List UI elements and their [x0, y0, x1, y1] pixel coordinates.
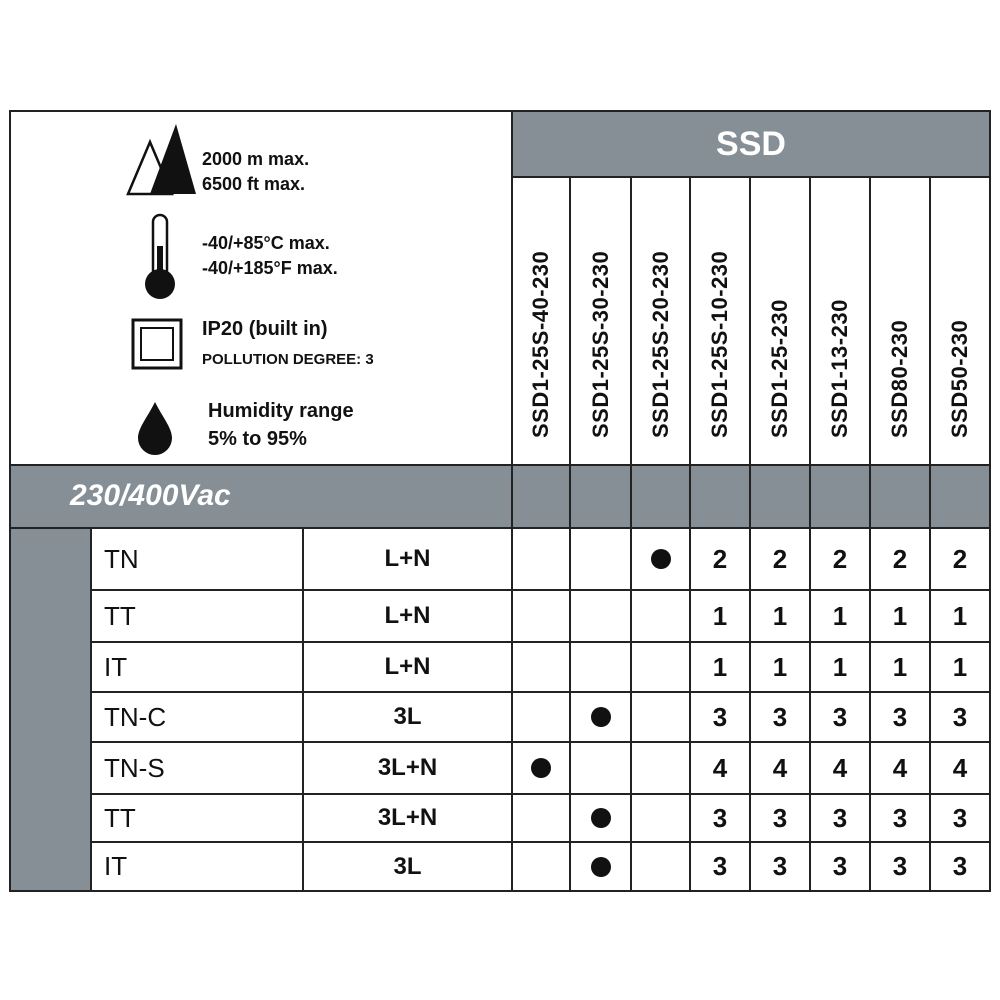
compat-cell: [570, 742, 631, 794]
compat-cell: [570, 794, 631, 842]
compat-cell: 2: [712, 543, 728, 574]
temperature-line-2: -40/+185°F max.: [202, 258, 338, 278]
altitude-line-1: 2000 m max.: [202, 149, 310, 169]
model-label: SSD1-13-230: [827, 299, 852, 438]
compat-cell: [631, 692, 690, 742]
system-type-cell: TN: [104, 543, 139, 574]
border-left: [9, 110, 11, 892]
connection-cell: L+N: [384, 545, 431, 572]
compat-cell: 4: [892, 752, 908, 783]
compat-cell: [512, 842, 570, 891]
compat-cell: 3: [892, 851, 908, 881]
compat-cell: [570, 528, 631, 590]
humidity-line-2: 5% to 95%: [208, 428, 307, 450]
model-label: SSD1-25S-10-230: [707, 250, 732, 438]
left-grey-column: [10, 528, 90, 891]
compatible-dot: [591, 857, 611, 877]
model-label: SSD50-230: [947, 319, 972, 438]
compat-cell: 2: [892, 543, 908, 574]
compat-cell: [631, 642, 690, 692]
compat-cell: 1: [892, 651, 908, 682]
compat-cell: 4: [832, 752, 848, 783]
compat-cell: 2: [772, 543, 788, 574]
thermometer-icon: [140, 212, 180, 302]
compat-cell: 4: [712, 752, 728, 783]
compat-cell: 1: [952, 651, 968, 682]
compat-cell: 3: [832, 802, 848, 833]
altitude-line-2: 6500 ft max.: [202, 174, 306, 194]
compat-cell: 1: [772, 651, 788, 682]
compat-cell: 3: [772, 701, 788, 732]
compat-cell: 3: [952, 802, 968, 833]
compat-cell: [512, 794, 570, 842]
compat-cell: 2: [952, 543, 968, 574]
compat-cell: 4: [772, 752, 788, 783]
compat-cell: 1: [712, 651, 728, 682]
compat-cell: 3: [892, 802, 908, 833]
model-label: SSD1-25S-20-230: [647, 250, 673, 438]
compat-cell: [631, 742, 690, 794]
humidity-line-1: Humidity range: [208, 400, 354, 422]
compat-cell: 3: [772, 802, 788, 833]
connection-cell: 3L+N: [377, 754, 438, 781]
voltage-label: 230/400Vac: [70, 479, 231, 512]
model-label: SSD80-230: [887, 319, 912, 438]
water-drop-icon: [135, 400, 175, 456]
compat-cell: 1: [832, 600, 848, 631]
compat-cell: 1: [892, 600, 908, 631]
connection-cell: L+N: [384, 602, 431, 629]
compat-cell: 1: [952, 600, 968, 631]
system-type-cell: IT: [104, 651, 128, 682]
compatible-dot: [651, 549, 671, 569]
protection-line-1: IP20 (built in): [202, 318, 328, 340]
compat-cell: [570, 642, 631, 692]
compatible-dot: [531, 758, 551, 778]
border-top: [9, 110, 991, 112]
compat-cell: 3: [832, 851, 848, 881]
system-type-cell: TT: [104, 802, 136, 833]
connection-cell: 3L: [393, 703, 422, 730]
system-type-cell: IT: [104, 851, 128, 881]
connection-cell: 3L: [393, 852, 422, 880]
ssd-header-divider: [511, 176, 991, 178]
compat-cell: [512, 528, 570, 590]
compatible-dot: [591, 808, 611, 828]
connection-cell: 3L+N: [377, 804, 438, 831]
compat-cell: 3: [712, 701, 728, 732]
system-type-cell: TT: [104, 600, 136, 631]
compat-cell: 3: [952, 701, 968, 732]
compat-cell: 3: [712, 802, 728, 833]
compat-cell: 3: [892, 701, 908, 732]
compat-cell: [512, 692, 570, 742]
compat-cell: [631, 794, 690, 842]
compat-cell: [631, 842, 690, 891]
compat-cell: [512, 742, 570, 794]
system-type-cell: TN-S: [104, 752, 165, 783]
compat-cell: 3: [832, 701, 848, 732]
compat-cell: 1: [772, 600, 788, 631]
compat-cell: 1: [712, 600, 728, 631]
compat-cell: [512, 590, 570, 642]
temperature-line-1: -40/+85°C max.: [202, 233, 330, 253]
ssd-title: SSD: [716, 125, 786, 163]
mountain-icon: [126, 122, 198, 196]
model-label: SSD1-25S-30-230: [587, 250, 613, 438]
compat-cell: 3: [952, 851, 968, 881]
compat-cell: 1: [832, 651, 848, 682]
compat-cell: [631, 528, 690, 590]
compatible-dot: [591, 707, 611, 727]
voltage-top-line: [9, 464, 991, 466]
protection-line-2: POLLUTION DEGREE: 3: [202, 351, 374, 368]
compat-cell: 4: [952, 752, 968, 783]
connection-cell: L+N: [384, 653, 431, 680]
model-label: SSD1-25S-40-230: [528, 250, 553, 438]
compat-cell: [631, 590, 690, 642]
ip-box-icon: [131, 318, 183, 370]
compat-cell: 3: [772, 851, 788, 881]
system-type-cell: TN-C: [104, 701, 167, 732]
compat-cell: [570, 842, 631, 891]
compat-cell: 3: [712, 851, 728, 881]
compat-cell: [512, 642, 570, 692]
compat-cell: 2: [832, 543, 848, 574]
compat-cell: [570, 590, 631, 642]
model-label: SSD1-25-230: [767, 299, 792, 438]
compat-cell: [570, 692, 631, 742]
